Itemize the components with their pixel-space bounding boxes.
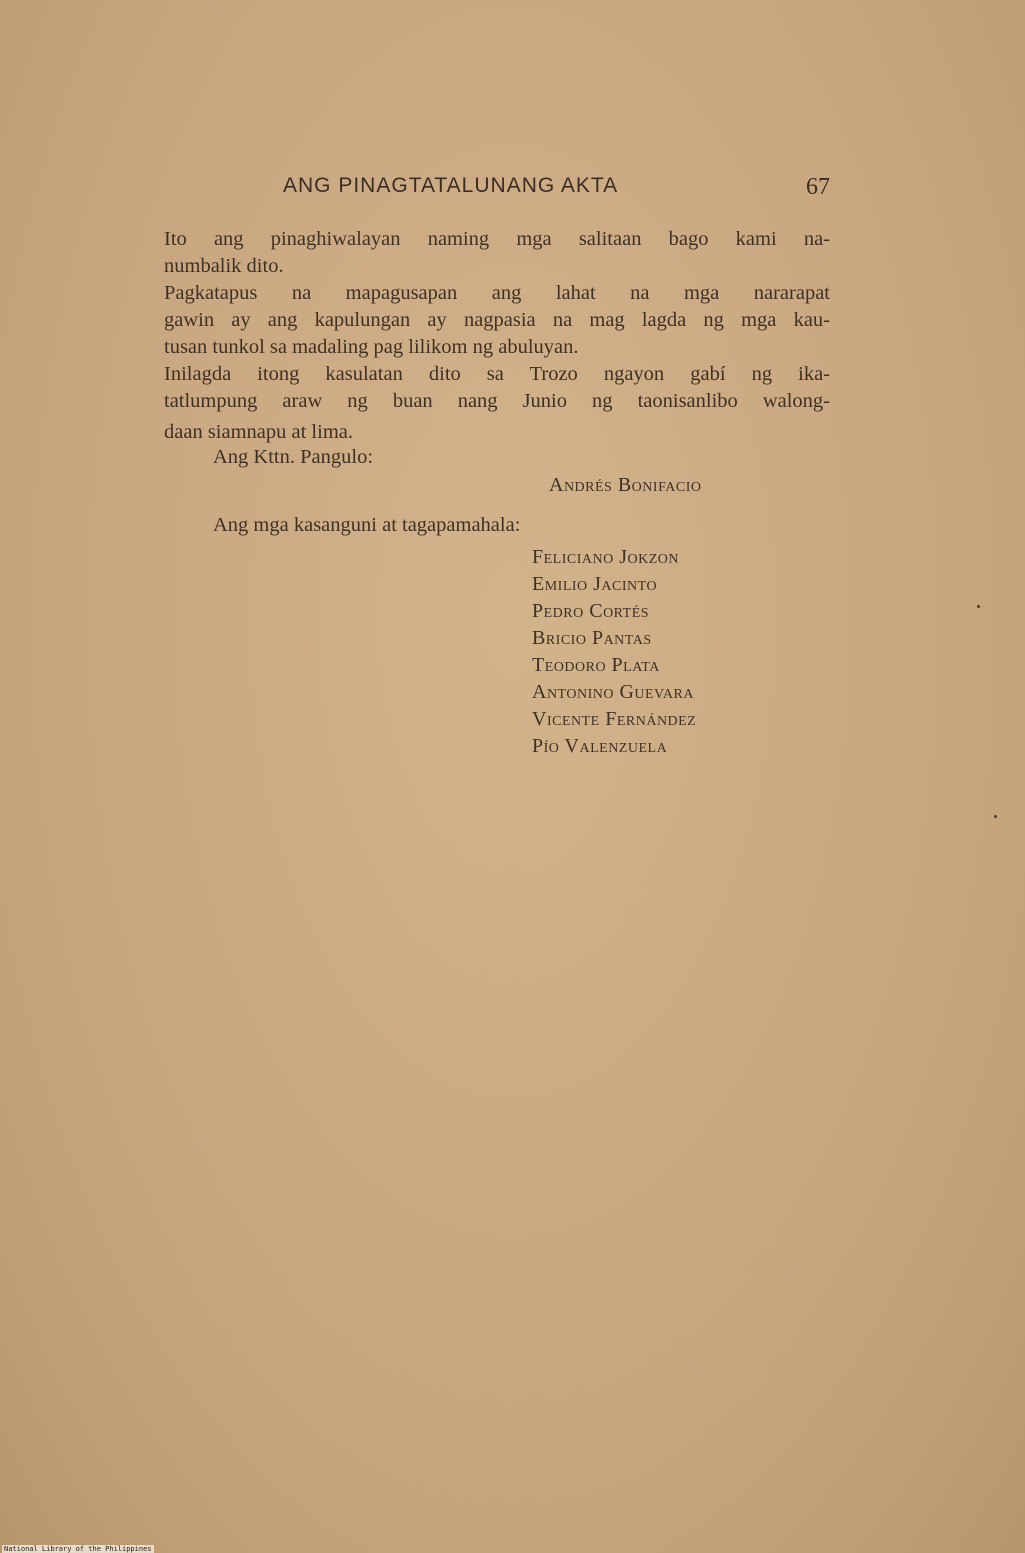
text-line: Pagkatapus na mapagusapan ang lahat na mga nararapat [164, 282, 830, 304]
text-line: Ito ang pinaghiwalayan naming mga salitaan bago kami na- [164, 228, 830, 250]
paper-speck [994, 815, 997, 818]
text-line: numbalik dito. [164, 255, 284, 277]
body-text [164, 226, 830, 446]
text-line: tatlumpung araw ng buan nang Junio ng taonisanlibo walong- [164, 390, 830, 412]
text-line: daan siamnapu at lima. [164, 421, 353, 443]
councillor-signature: Antonino Guevara [532, 681, 694, 703]
councillor-signature: Pío Valenzuela [532, 735, 668, 757]
page-number: 67 [806, 174, 830, 200]
text-line: gawin ay ang kapulungan ay nagpasia na mag lagda ng mga kau- [164, 309, 830, 331]
councillor-signature: Vicente Fernández [532, 708, 697, 730]
text-line: Inilagda itong kasulatan dito sa Trozo ngayon gabí ng ika- [164, 363, 830, 385]
president-label: Ang Kttn. Pangulo: [213, 446, 374, 468]
councillor-signature: Pedro Cortés [532, 600, 650, 622]
running-head [283, 174, 830, 206]
councillor-signature: Feliciano Jokzon [532, 546, 679, 568]
paragraph [164, 280, 830, 361]
running-title: ANG PINAGTATALUNANG AKTA [283, 174, 619, 197]
councillors-label: Ang mga kasanguni at tagapamahala: [213, 514, 521, 536]
paragraph [164, 226, 830, 280]
paper-speck [977, 605, 980, 608]
text-line: tusan tunkol sa madaling pag lilikom ng abuluyan. [164, 336, 579, 358]
councillor-signature: Emilio Jacinto [532, 573, 658, 595]
library-credit: National Library of the Philippines [4, 1545, 152, 1553]
councillor-signature: Teodoro Plata [532, 654, 660, 676]
paragraph [164, 361, 830, 446]
president-signature: Andrés Bonifacio [549, 474, 702, 496]
councillor-signature: Bricio Pantas [532, 627, 652, 649]
